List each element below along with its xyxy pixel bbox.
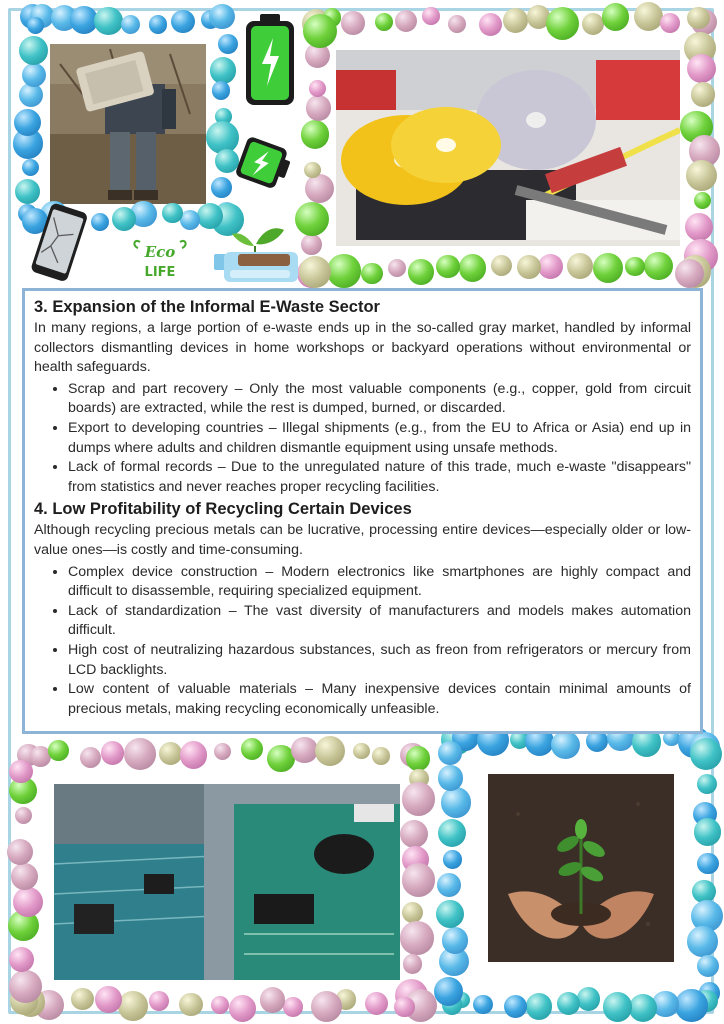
decorative-bubble <box>438 819 466 847</box>
decorative-bubble <box>644 252 672 280</box>
decorative-bubble <box>394 997 415 1018</box>
decorative-bubble <box>400 820 428 848</box>
decorative-bubble <box>180 741 208 769</box>
decorative-bubble <box>260 987 285 1012</box>
decorative-bubble <box>517 255 541 279</box>
decorative-bubble <box>22 159 39 176</box>
decorative-bubble <box>538 254 564 280</box>
photo-frame-seedling-hands <box>438 728 720 1018</box>
decorative-bubble <box>551 731 579 759</box>
decorative-bubble <box>697 853 719 875</box>
section-3-intro: In many regions, a large portion of e-waste ends up in the so-called gray market, handled by informal collectors dismantling devices in home workshops or backyard operations without environmental or health safeguards. <box>34 320 691 376</box>
decorative-bubble <box>603 992 633 1022</box>
decorative-bubble <box>402 782 435 815</box>
photo-hands-with-seedling <box>488 774 674 962</box>
decorative-bubble <box>27 17 44 34</box>
decorative-bubble <box>402 902 423 923</box>
section-3-heading: 3. Expansion of the Informal E-Waste Sector <box>34 298 380 316</box>
decorative-bubble <box>218 34 238 54</box>
decorative-bubble <box>437 873 461 897</box>
decorative-bubble <box>210 57 237 84</box>
photo-circuit-boards-hdd <box>54 784 400 980</box>
decorative-bubble <box>436 255 459 278</box>
decorative-bubble <box>303 14 337 48</box>
decorative-bubble <box>406 746 431 771</box>
decorative-bubble <box>675 259 704 288</box>
decorative-bubble <box>149 991 169 1011</box>
decorative-bubble <box>685 213 713 241</box>
decorative-bubble <box>375 13 393 31</box>
list-item: • Lack of standardization – The vast diversity of manufacturers and models makes automation difficult. <box>68 602 691 641</box>
decorative-bubble <box>301 234 321 254</box>
decorative-bubble <box>80 747 101 768</box>
decorative-bubble <box>48 740 69 761</box>
section-3-list <box>34 380 691 498</box>
decorative-bubble <box>9 970 42 1003</box>
section-4-list <box>34 563 691 720</box>
decorative-bubble <box>9 947 34 972</box>
decorative-bubble <box>438 741 462 765</box>
decorative-bubble <box>448 15 466 33</box>
list-item: • Export to developing countries – Illegal shipments (e.g., from the EU to Africa or Asia) end up in dumps where adults and children dismantle equipment using unsafe methods. <box>68 419 691 458</box>
photo-frame-old-monitor <box>18 6 238 232</box>
decorative-bubble <box>503 8 528 33</box>
decorative-bubble <box>95 986 122 1013</box>
decorative-bubble <box>241 738 263 760</box>
decorative-bubble <box>19 36 48 65</box>
decorative-bubble <box>400 921 433 954</box>
decorative-bubble <box>171 10 195 34</box>
logo-line-1: Eco <box>144 243 176 261</box>
logo-line-2: LIFE <box>144 265 176 280</box>
eco-life-logo <box>130 236 190 282</box>
decorative-bubble <box>361 263 383 285</box>
decorative-bubble <box>214 743 231 760</box>
decorative-bubble <box>7 839 33 865</box>
decorative-bubble <box>408 259 434 285</box>
list-item: • Scrap and part recovery – Only the most valuable components (e.g., copper, gold from circuit boards) are extracted, while the rest is dumped, burned, or discarded. <box>68 380 691 419</box>
decorative-bubble <box>629 994 657 1022</box>
decorative-bubble <box>149 15 167 33</box>
decorative-bubble <box>491 255 512 276</box>
decorative-bubble <box>112 207 136 231</box>
decorative-bubble <box>121 15 140 34</box>
decorative-bubble <box>179 993 202 1016</box>
decorative-bubble <box>567 253 593 279</box>
decorative-bubble <box>697 774 717 794</box>
decorative-bubble <box>91 213 109 231</box>
decorative-bubble <box>403 954 423 974</box>
decorative-bubble <box>180 210 200 230</box>
broken-phone-icon <box>26 202 90 288</box>
decorative-bubble <box>388 259 406 277</box>
decorative-bubble <box>690 738 722 770</box>
decorative-bubble <box>434 977 463 1006</box>
decorative-bubble <box>162 203 183 224</box>
decorative-bubble <box>291 737 318 764</box>
decorative-bubble <box>283 997 303 1017</box>
decorative-bubble <box>582 13 604 35</box>
decorative-bubble <box>687 7 709 29</box>
decorative-bubble <box>577 987 600 1010</box>
content-box <box>22 288 703 734</box>
bottle-plant-icon <box>208 214 304 288</box>
battery-icon <box>242 12 298 112</box>
decorative-bubble <box>311 991 342 1022</box>
decorative-bubble <box>305 174 334 203</box>
decorative-bubble <box>402 863 436 897</box>
photo-frame-cds-cables <box>302 6 714 284</box>
decorative-bubble <box>372 747 389 764</box>
decorative-bubble <box>327 254 360 287</box>
decorative-bubble <box>159 742 182 765</box>
decorative-bubble <box>71 988 93 1010</box>
decorative-bubble <box>229 995 256 1022</box>
decorative-bubble <box>479 13 502 36</box>
decorative-bubble <box>691 82 716 107</box>
decorative-bubble <box>315 736 345 766</box>
decorative-bubble <box>660 13 680 33</box>
photo-cds-and-cables <box>336 50 680 246</box>
photo-frame-circuit-boards <box>10 740 430 1018</box>
list-item: • High cost of neutralizing hazardous substances, such as freon from refrigerators or mercury from LCD backlights. <box>68 641 691 680</box>
decorative-bubble <box>443 850 461 868</box>
decorative-bubble <box>694 818 721 845</box>
decorative-bubble <box>526 993 552 1019</box>
decorative-bubble <box>694 192 711 209</box>
decorative-bubble <box>504 995 527 1018</box>
decorative-bubble <box>212 81 230 99</box>
decorative-bubble <box>365 992 388 1015</box>
decorative-bubble <box>211 996 229 1014</box>
decorative-bubble <box>473 995 492 1014</box>
battery-icon <box>238 132 298 202</box>
photo-person-carrying-monitor <box>50 44 206 204</box>
decorative-bubble <box>441 787 471 817</box>
decorative-bubble <box>602 3 630 31</box>
decorative-bubble <box>546 7 580 41</box>
decorative-bubble <box>697 955 719 977</box>
list-item: • Complex device construction – Modern electronics like smartphones are highly compact and difficult to disassemble, requiring specialized equipment. <box>68 563 691 602</box>
list-item: • Lack of formal records – Due to the unregulated nature of this trade, much e-waste "disappears" from statistics and never reaches proper recycling facilities. <box>68 458 691 497</box>
decorative-bubble <box>11 863 38 890</box>
decorative-bubble <box>211 177 232 198</box>
decorative-bubble <box>686 160 717 191</box>
decorative-bubble <box>13 887 43 917</box>
decorative-bubble <box>118 991 147 1020</box>
decorative-bubble <box>211 5 233 27</box>
decorative-bubble <box>436 900 464 928</box>
decorative-bubble <box>593 253 623 283</box>
decorative-bubble <box>101 741 125 765</box>
decorative-bubble <box>687 54 716 83</box>
decorative-bubble <box>353 743 369 759</box>
decorative-bubble <box>422 7 440 25</box>
decorative-bubble <box>442 927 469 954</box>
decorative-bubble <box>306 95 332 121</box>
section-4-heading: 4. Low Profitability of Recycling Certain Devices <box>34 500 412 519</box>
decorative-bubble <box>634 2 663 31</box>
decorative-bubble <box>15 807 32 824</box>
list-item: • Low content of valuable materials – Many inexpensive devices contain minimal amounts of precious metals, making recycling economically unfeasible. <box>68 680 691 719</box>
section-4-intro: Although recycling precious metals can be lucrative, processing entire devices—especially older or low-value ones—is costly and time-consuming. <box>34 522 691 558</box>
decorative-bubble <box>395 10 417 32</box>
decorative-bubble <box>675 989 707 1021</box>
decorative-bubble <box>557 992 580 1015</box>
decorative-bubble <box>438 765 464 791</box>
decorative-bubble <box>9 760 33 784</box>
decorative-bubble <box>15 179 40 204</box>
decorative-bubble <box>459 254 486 281</box>
decorative-bubble <box>341 11 364 34</box>
decorative-bubble <box>309 80 326 97</box>
decorative-bubble <box>22 63 46 87</box>
decorative-bubble <box>124 738 155 769</box>
decorative-bubble <box>625 257 644 276</box>
decorative-bubble <box>687 926 717 956</box>
decorative-bubble <box>94 7 122 35</box>
